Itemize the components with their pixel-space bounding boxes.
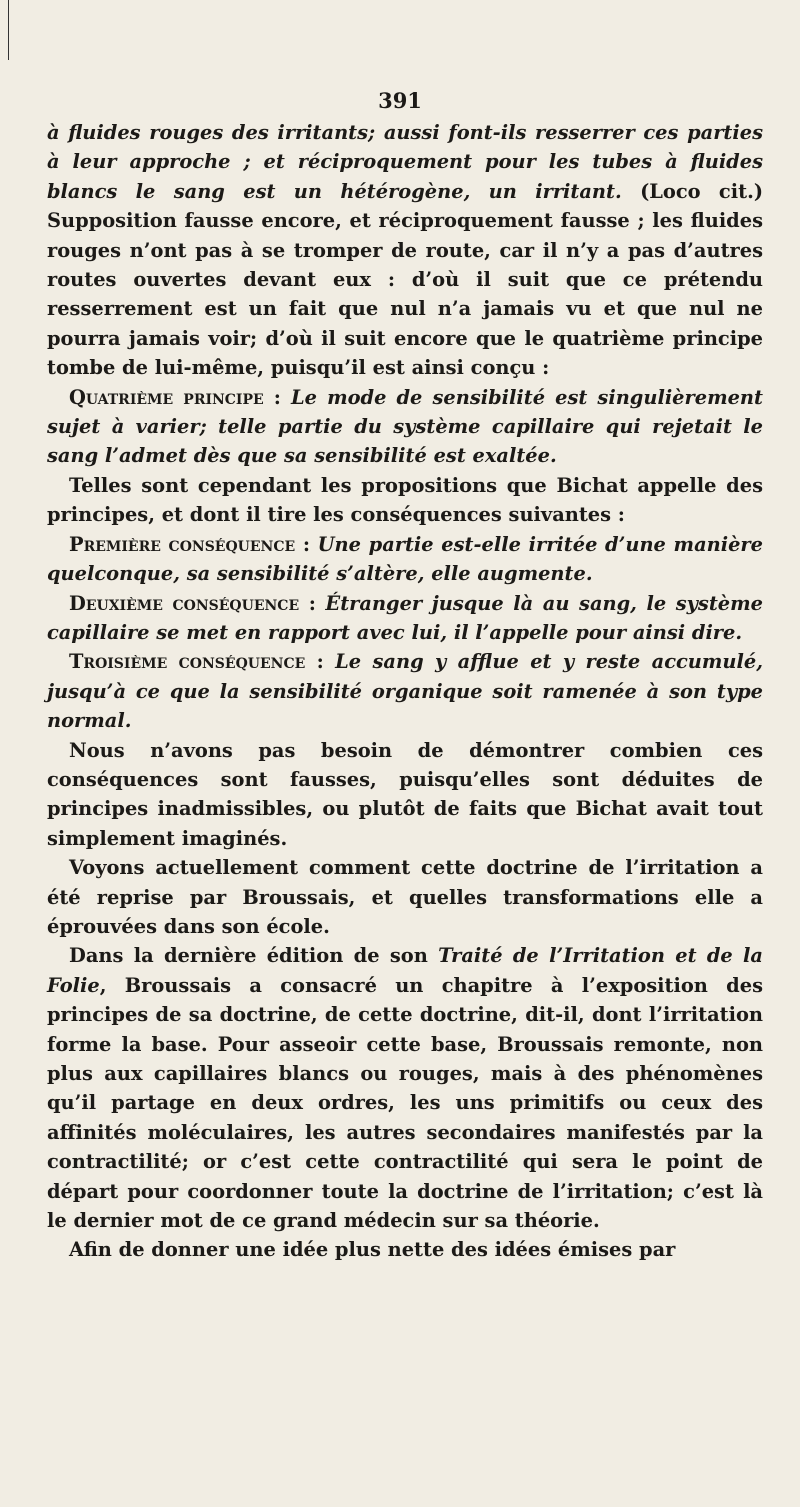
paragraph <box>47 941 763 1235</box>
italic-text: Traité de l’Irritation et de la Folie <box>47 944 763 997</box>
text-run: Afin de donner une idée plus nette des idées émises par <box>69 1238 676 1262</box>
text-run: : <box>295 532 318 556</box>
text-run: Nous n’avons pas besoin de démontrer combien ces conséquences sont fausses, puisqu’elles sont déduites de principes inadmissibles, ou plutôt de faits que Bichat avait tout simplement imaginés. <box>47 738 763 850</box>
italic-text: Le sang y afflue et y reste accumulé, jusqu’à ce que la sensibilité organique soit ramenée à son type normal. <box>47 650 763 733</box>
paragraph <box>47 647 763 735</box>
text-run: (Loco cit.) Supposition fausse encore, et réciproquement fausse ; les fluides rouges n’ont pas à se tromper de route, car il n’y a pas d’autres routes ouvertes devant eux : d’où il suit que ce prétendu resserrement est un fait que nul n’a jamais vu et que nul ne pourra jamais voir; d’où il suit encore que le quatrième principe tombe de lui-même, puisqu’il est ainsi conçu : <box>47 179 763 380</box>
text-run: Dans la dernière édition de son <box>69 944 439 968</box>
scan-edge-line <box>8 0 9 60</box>
section-heading: Troisième conséquence <box>69 650 306 674</box>
paragraph <box>47 530 763 589</box>
italic-text: Une partie est-elle irritée d’une manière quelconque, sa sensibilité s’altère, elle augmente. <box>47 532 763 586</box>
paragraph <box>47 1235 763 1264</box>
text-run: : <box>305 650 336 674</box>
paragraph <box>47 118 763 383</box>
section-heading: Quatrième principe <box>69 385 264 409</box>
text-run: Telles sont cependant les propositions que Bichat appelle des principes, et dont il tire les conséquences suivantes : <box>47 473 763 527</box>
text-run: : <box>263 385 292 409</box>
italic-text: Le mode de sensibilité est singulièrement sujet à varier; telle partie du système capillaire qui rejetait le sang l’admet dès que sa sensibilité est exaltée. <box>47 385 763 468</box>
body-text <box>47 118 763 1265</box>
paragraph <box>47 471 763 530</box>
italic-text: à fluides rouges des irritants; aussi font-ils resserrer ces parties à leur approche ; et réciproquement pour les tubes à fluides blancs le sang est un hétérogène, un irritant. <box>47 121 763 203</box>
text-run: , Broussais a consacré un chapitre à l’exposition des principes de sa doctrine, de cette doctrine, dit-il, dont l’irritation forme la base. Pour asseoir cette base, Broussais remonte, non plus aux capillaires blancs ou rouges, mais à des phénomènes qu’il partage en deux ordres, les uns primitifs ou ceux des affinités moléculaires, les autres secondaires manifestés par la contractilité; or c’est cette contractilité qui sera le point de départ pour coordonner toute la doctrine de l’irritation; c’est là le dernier mot de ce grand médecin sur sa théorie. <box>47 973 763 1233</box>
text-run: Voyons actuellement comment cette doctrine de l’irritation a été reprise par Broussais, et quelles transformations elle a éprouvées dans son école. <box>47 856 763 938</box>
section-heading: Deuxième conséquence <box>69 591 300 615</box>
paragraph <box>47 736 763 854</box>
section-heading: Première conséquence <box>69 532 296 556</box>
italic-text: Étranger jusque là au sang, le système capillaire se met en rapport avec lui, il l’appelle pour ainsi dire. <box>47 591 763 644</box>
page-number: 391 <box>378 88 422 113</box>
paragraph <box>47 853 763 941</box>
paragraph <box>47 589 763 648</box>
text-run: : <box>299 591 326 615</box>
paragraph <box>47 383 763 471</box>
